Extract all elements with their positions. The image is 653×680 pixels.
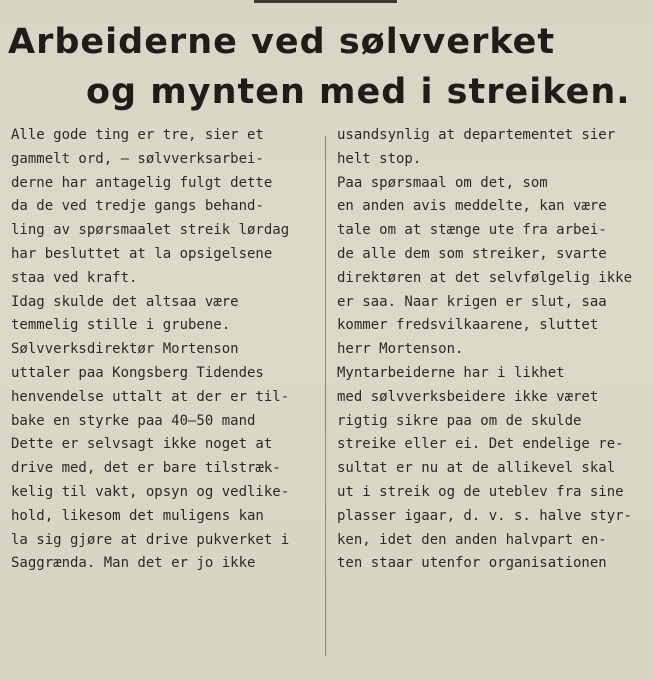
- text-line: rigtig sikre paa om de skulde: [337, 412, 582, 429]
- text-line: Myntarbeiderne har i likhet: [337, 364, 565, 381]
- text-line: plasser igaar, d. v. s. halve styr-: [337, 507, 633, 524]
- text-line: Idag skulde det altsaa være: [11, 293, 239, 310]
- headline-line-1: Arbeiderne ved sølvverket: [8, 22, 556, 62]
- text-line: herr Mortenson.: [337, 341, 464, 358]
- text-line: Paa spørsmaal om det, som: [337, 174, 548, 191]
- top-rule: [254, 0, 397, 3]
- text-line: Saggrænda. Man det er jo ikke: [11, 555, 256, 572]
- text-line: ken, idet den anden halvpart en-: [337, 531, 607, 548]
- text-line: Sølvverksdirektør Mortenson: [11, 341, 239, 358]
- text-line: ten staar utenfor organisationen: [337, 555, 607, 572]
- text-line: derne har antagelig fulgt dette: [11, 174, 273, 191]
- text-line: drive med, det er bare tilstræk-: [11, 460, 281, 477]
- text-line: bake en styrke paa 40—50 mand: [11, 412, 256, 429]
- right-column: [337, 124, 647, 576]
- text-line: tale om at stænge ute fra arbei-: [337, 222, 607, 239]
- text-line: la sig gjøre at drive pukverket i: [11, 531, 290, 548]
- text-line: kommer fredsvilkaarene, sluttet: [337, 317, 599, 334]
- text-line: da de ved tredje gangs behand-: [11, 198, 264, 215]
- text-line: staa ved kraft.: [11, 269, 138, 286]
- text-line: helt stop.: [337, 150, 422, 167]
- text-line: Alle gode ting er tre, sier et: [11, 127, 264, 143]
- column-divider: [325, 136, 326, 656]
- left-column: [11, 124, 316, 576]
- text-line: sultat er nu at de allikevel skal: [337, 460, 616, 477]
- text-line: ling av spørsmaalet streik lørdag: [11, 222, 290, 239]
- text-line: hold, likesom det muligens kan: [11, 507, 264, 524]
- text-line: er saa. Naar krigen er slut, saa: [337, 293, 607, 310]
- text-line: gammelt ord, — sølvverksarbei-: [11, 150, 264, 167]
- text-line: henvendelse uttalt at der er til-: [11, 388, 290, 405]
- text-line: streike eller ei. Det endelige re-: [337, 436, 624, 453]
- text-line: de alle dem som streiker, svarte: [337, 245, 607, 262]
- text-line: Dette er selvsagt ikke noget at: [11, 436, 273, 453]
- text-line: med sølvverksbeidere ikke været: [337, 388, 599, 405]
- text-line: temmelig stille i grubene.: [11, 317, 231, 334]
- text-line: kelig til vakt, opsyn og vedlike-: [11, 483, 290, 500]
- text-line: usandsynlig at departementet sier: [337, 127, 616, 143]
- text-line: uttaler paa Kongsberg Tidendes: [11, 364, 264, 381]
- text-line: ut i streik og de uteblev fra sine: [337, 483, 624, 500]
- text-line: har besluttet at la opsigelsene: [11, 245, 273, 262]
- headline-line-2: og mynten med i streiken.: [86, 72, 631, 112]
- text-line: en anden avis meddelte, kan være: [337, 198, 607, 215]
- text-line: direktøren at det selvfølgelig ikke: [337, 269, 633, 286]
